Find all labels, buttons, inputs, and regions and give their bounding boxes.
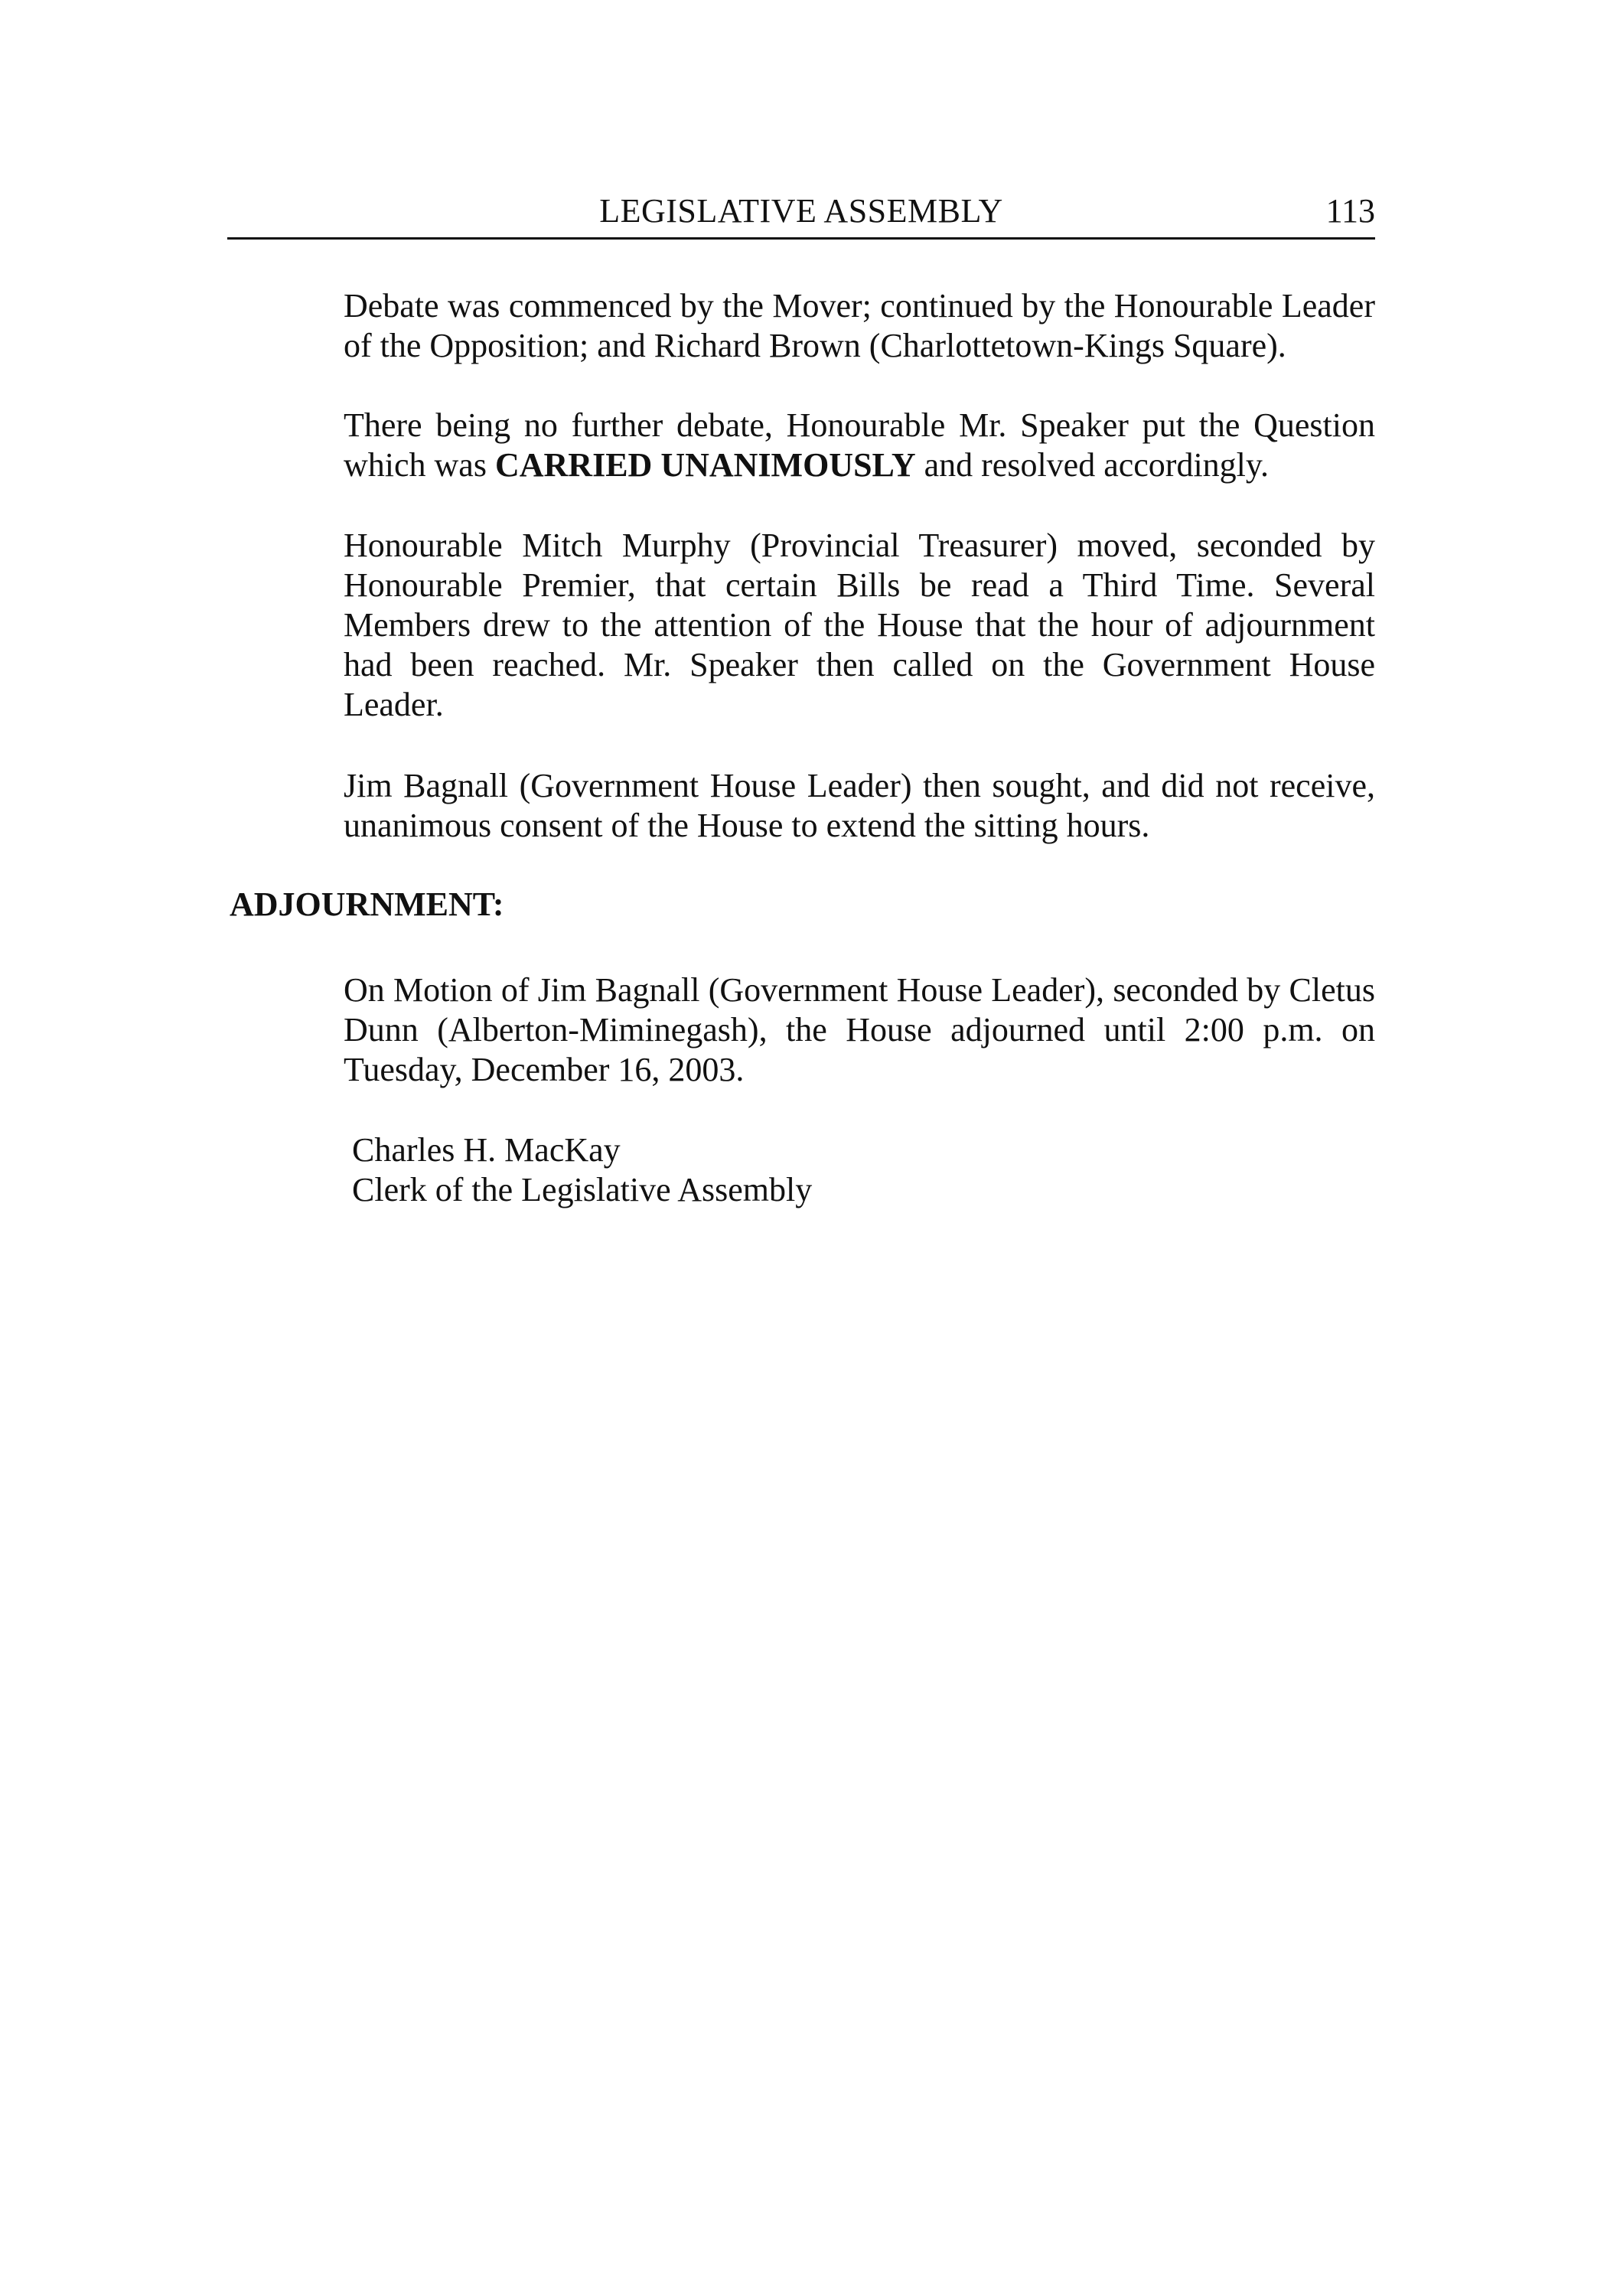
paragraph-consent: Jim Bagnall (Government House Leader) then sought, and did not receive, unanimous consent of the House to extend the sitting hours. (344, 767, 1375, 844)
signature-block (352, 1130, 812, 1210)
paragraph-debate: Debate was commenced by the Mover; continued by the Honourable Leader of the Opposition; and Richard Brown (Charlottetown-Kings Square). (344, 287, 1375, 364)
carried-unanimously-label: CARRIED UNANIMOUSLY (494, 446, 916, 484)
signature-name: Charles H. MacKay (352, 1131, 621, 1169)
paragraph-question-text-start: There being no further debate, Honourable Mr. Speaker put the Question which was (344, 406, 1375, 484)
signature-title: Clerk of the Legislative Assembly (352, 1171, 813, 1208)
page-number: 113 (1325, 192, 1375, 230)
paragraph-adjournment-motion: On Motion of Jim Bagnall (Government House Leader), seconded by Cletus Dunn (Alberton-Miminegash), the House adjourned until 2:00 p.m. on Tuesday, December 16, 2003. (344, 971, 1375, 1088)
paragraph-question-text-end: and resolved accordingly. (915, 446, 1270, 484)
page-header (227, 193, 1375, 240)
running-title: LEGISLATIVE ASSEMBLY (599, 192, 1003, 230)
paragraph-question-carried (344, 406, 1375, 485)
section-heading-adjournment: ADJOURNMENT: (230, 885, 504, 923)
paragraph-third-reading: Honourable Mitch Murphy (Provincial Treasurer) moved, seconded by Honourable Premier, that certain Bills be read a Third Time. Several Members drew to the attention of the House that the hour of adjournment had been reached. Mr. Speaker then called on the Government House Leader. (344, 527, 1375, 723)
